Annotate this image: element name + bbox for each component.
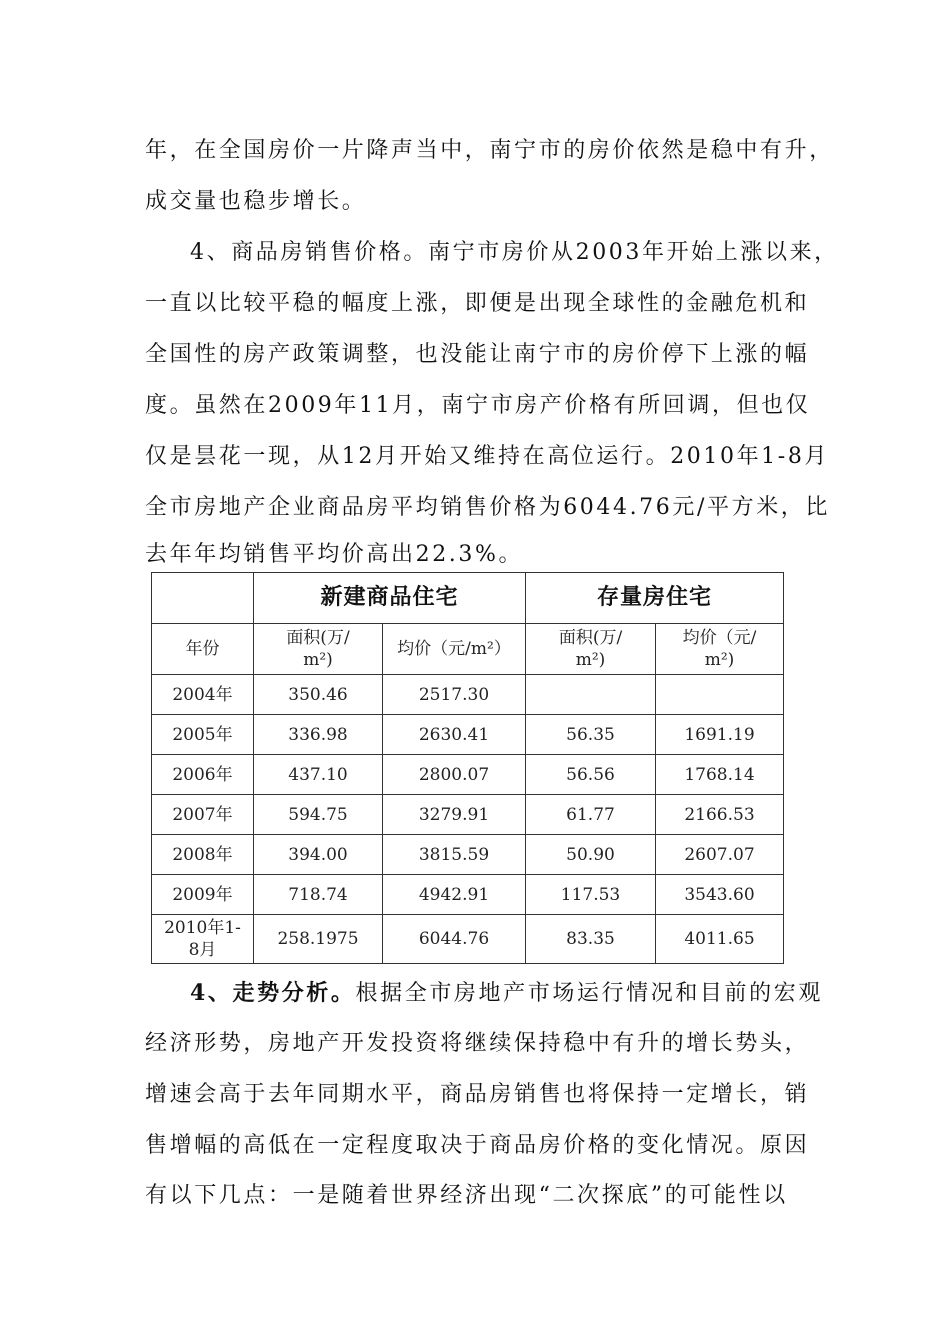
- area-cell: 258.1975: [254, 915, 383, 964]
- area-cell: 350.46: [254, 675, 383, 715]
- paragraph-line: 一直以比较平稳的幅度上涨，即便是出现全球性的金融危机和: [145, 291, 810, 316]
- price-cell: 6044.76: [383, 915, 526, 964]
- year-cell: 2008年: [152, 835, 254, 875]
- area-column-header: [254, 624, 383, 675]
- year-cell: 2006年: [152, 755, 254, 795]
- paragraph-line: 去年年均销售平均价高出22.3%。: [145, 542, 524, 567]
- new-housing-group-header: 新建商品住宅: [254, 573, 526, 624]
- area-cell: 336.98: [254, 715, 383, 755]
- existing-price-cell: 2607.07: [656, 835, 784, 875]
- table-corner-cell: [152, 573, 254, 624]
- area-header-line1: 面积(万/: [286, 628, 350, 648]
- year-column-header: 年份: [152, 624, 254, 675]
- existing-area-cell: 56.56: [526, 755, 656, 795]
- price-column-header: 均价（元/m²）: [383, 624, 526, 675]
- existing-price-cell: 4011.65: [656, 915, 784, 964]
- paragraph-line: 全国性的房产政策调整，也没能让南宁市的房价停下上涨的幅: [145, 342, 810, 367]
- table-header-row: [152, 573, 784, 624]
- price-cell: 2517.30: [383, 675, 526, 715]
- existing-price-cell: 2166.53: [656, 795, 784, 835]
- paragraph-line: 有以下几点：一是随着世界经济出现“二次探底”的可能性以: [145, 1183, 788, 1208]
- year-cell-line2: 8月: [188, 940, 217, 960]
- year-cell-line1: 2010年1-: [164, 918, 241, 938]
- price-cell: 3279.91: [383, 795, 526, 835]
- paragraph-line: [190, 978, 823, 1009]
- existing-area-header-line2: m²): [575, 650, 606, 670]
- existing-price-column-header: [656, 624, 784, 675]
- price-cell: 2630.41: [383, 715, 526, 755]
- area-cell: 594.75: [254, 795, 383, 835]
- existing-area-cell: 50.90: [526, 835, 656, 875]
- table-row: [152, 675, 784, 715]
- year-cell: 2007年: [152, 795, 254, 835]
- year-cell: 2005年: [152, 715, 254, 755]
- paragraph-line: 成交量也稳步增长。: [145, 189, 367, 214]
- price-cell: 4942.91: [383, 875, 526, 915]
- existing-area-cell: 56.35: [526, 715, 656, 755]
- existing-price-cell: [656, 675, 784, 715]
- area-header-line2: m²): [303, 650, 333, 670]
- area-cell: 394.00: [254, 835, 383, 875]
- price-cell: 2800.07: [383, 755, 526, 795]
- paragraph-text: 根据全市房地产市场运行情况和目前的宏观: [355, 981, 823, 1006]
- paragraph-line: 4、商品房销售价格。南宁市房价从2003年开始上涨以来，: [190, 240, 839, 265]
- table-row: [152, 755, 784, 795]
- existing-price-cell: 1768.14: [656, 755, 784, 795]
- year-cell: 2004年: [152, 675, 254, 715]
- existing-area-cell: 61.77: [526, 795, 656, 835]
- existing-area-cell: 117.53: [526, 875, 656, 915]
- existing-area-cell: [526, 675, 656, 715]
- housing-price-table: [151, 572, 784, 964]
- existing-price-cell: 1691.19: [656, 715, 784, 755]
- area-cell: 718.74: [254, 875, 383, 915]
- existing-area-header-line1: 面积(万/: [558, 628, 623, 648]
- existing-housing-group-header: 存量房住宅: [526, 573, 784, 624]
- price-cell: 3815.59: [383, 835, 526, 875]
- year-cell: [152, 915, 254, 964]
- area-cell: 437.10: [254, 755, 383, 795]
- paragraph-line: 仅是昙花一现，从12月开始又维持在高位运行。2010年1-8月: [145, 444, 830, 469]
- table-row: [152, 915, 784, 964]
- table-row: [152, 795, 784, 835]
- paragraph-line: 全市房地产企业商品房平均销售价格为6044.76元/平方米，比: [145, 495, 830, 520]
- table-row: [152, 715, 784, 755]
- paragraph-line: 年，在全国房价一片降声当中，南宁市的房价依然是稳中有升，: [145, 138, 834, 163]
- existing-price-header-line2: m²): [704, 650, 735, 670]
- section-lead: 4、走势分析。: [190, 980, 356, 1006]
- table-row: [152, 835, 784, 875]
- paragraph-line: 增速会高于去年同期水平，商品房销售也将保持一定增长，销: [145, 1082, 810, 1107]
- existing-area-cell: 83.35: [526, 915, 656, 964]
- table-row: [152, 875, 784, 915]
- year-cell: 2009年: [152, 875, 254, 915]
- existing-price-cell: 3543.60: [656, 875, 784, 915]
- paragraph-line: 度。虽然在2009年11月，南宁市房产价格有所回调，但也仅: [145, 393, 811, 418]
- paragraph-line: 售增幅的高低在一定程度取决于商品房价格的变化情况。原因: [145, 1133, 810, 1158]
- existing-area-column-header: [526, 624, 656, 675]
- paragraph-line: 经济形势，房地产开发投资将继续保持稳中有升的增长势头，: [145, 1031, 810, 1056]
- table-subheader-row: [152, 624, 784, 675]
- existing-price-header-line1: 均价（元/: [682, 628, 757, 648]
